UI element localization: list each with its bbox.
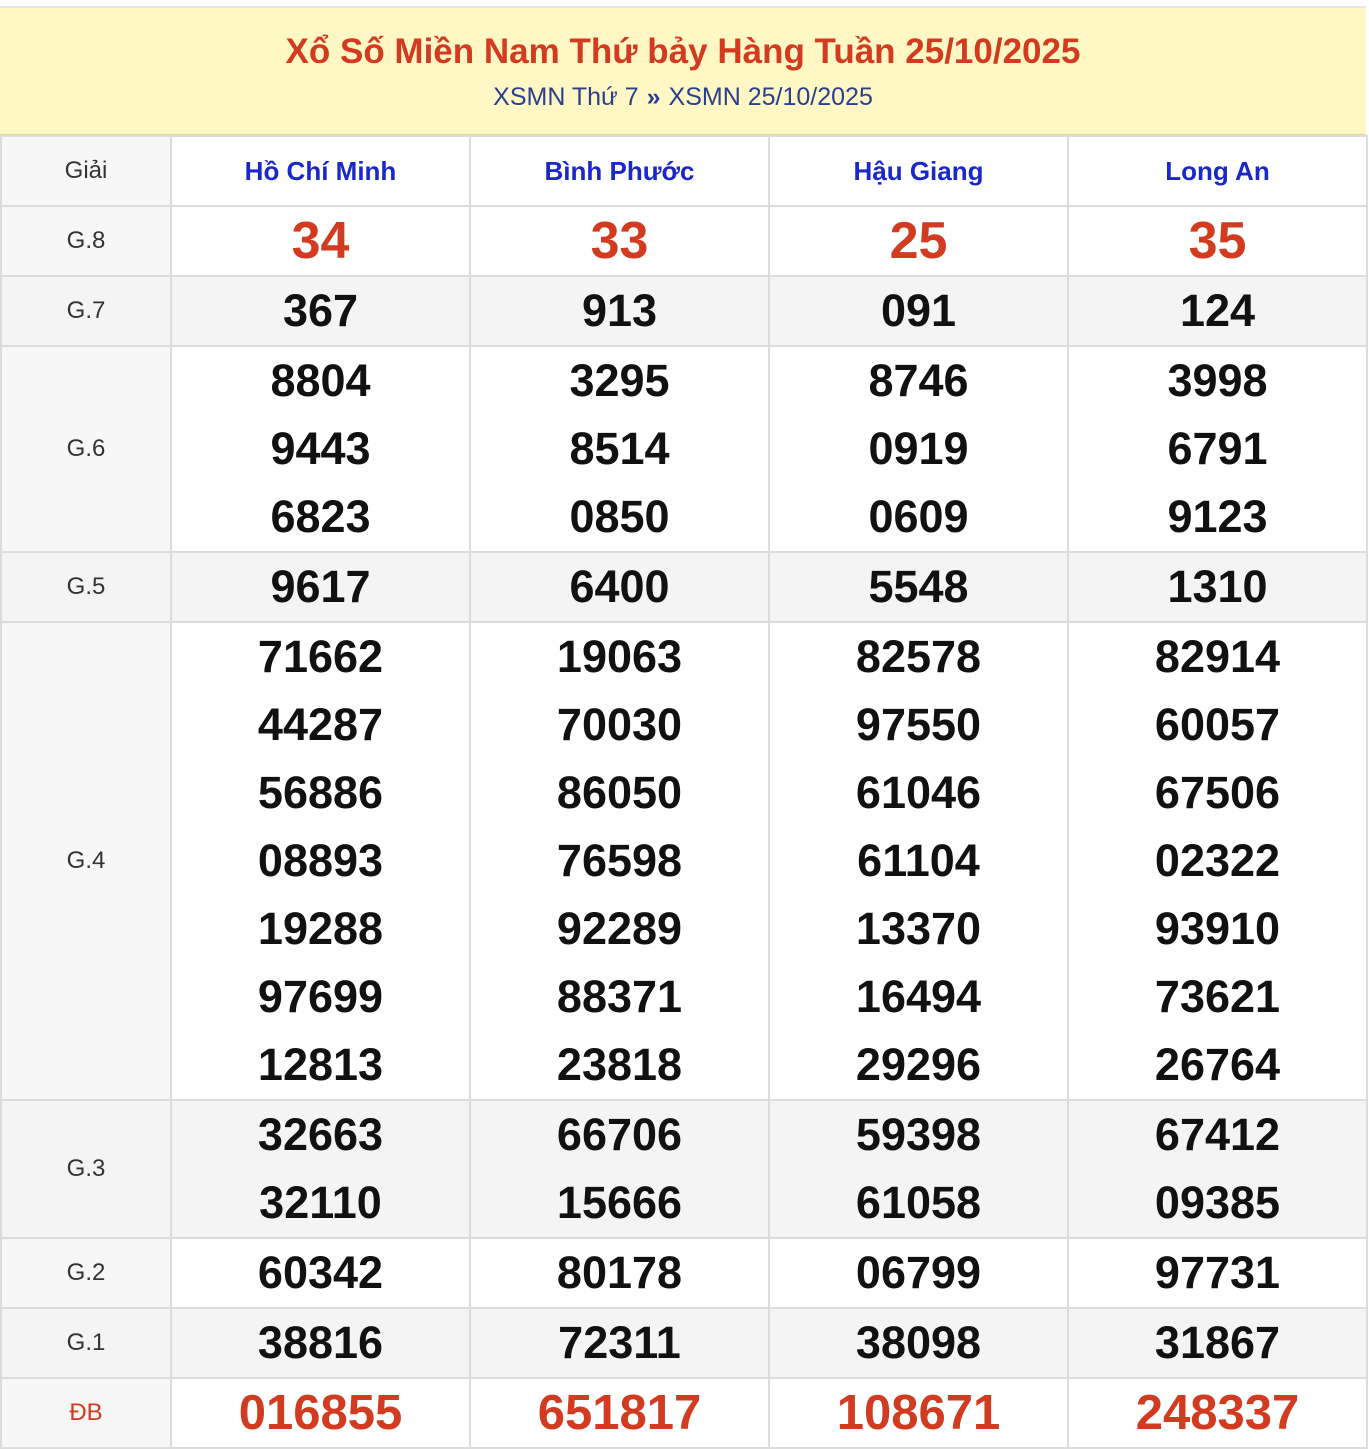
prize-cell xyxy=(171,1238,470,1308)
column-header-province[interactable]: Hồ Chí Minh xyxy=(171,136,470,206)
prize-number: 8804 xyxy=(270,355,371,406)
prize-cell xyxy=(171,1100,470,1238)
header-banner xyxy=(0,6,1366,135)
prize-cell xyxy=(171,1308,470,1378)
prize-cell xyxy=(470,622,769,1100)
prize-number: 6823 xyxy=(270,491,371,542)
prize-cell xyxy=(1068,1238,1367,1308)
prize-number: 19063 xyxy=(556,631,683,682)
prize-cell xyxy=(1068,1308,1367,1378)
prize-number: 19288 xyxy=(257,903,384,954)
prize-number: 651817 xyxy=(537,1386,702,1440)
prize-number: 88371 xyxy=(556,971,683,1022)
prize-number: 913 xyxy=(581,285,658,336)
table-row xyxy=(1,206,1367,276)
prize-label: G.7 xyxy=(1,276,171,346)
prize-cell xyxy=(171,552,470,622)
prize-cell xyxy=(171,276,470,346)
prize-number: 82914 xyxy=(1154,631,1281,682)
prize-cell xyxy=(1068,1100,1367,1238)
prize-number: 60057 xyxy=(1154,699,1281,750)
prize-number: 32663 xyxy=(257,1109,384,1160)
prize-number: 16494 xyxy=(855,971,982,1022)
page-title: Xổ Số Miền Nam Thứ bảy Hàng Tuần 25/10/2025 xyxy=(285,32,1081,71)
prize-number: 0919 xyxy=(868,423,969,474)
prize-cell xyxy=(769,552,1068,622)
prize-number: 3998 xyxy=(1167,355,1268,406)
prize-number: 72311 xyxy=(558,1317,681,1368)
prize-number: 6400 xyxy=(569,561,670,612)
column-header-giai: Giải xyxy=(1,136,171,206)
prize-number: 13370 xyxy=(855,903,982,954)
prize-number: 29296 xyxy=(855,1039,982,1090)
table-header-row xyxy=(1,136,1367,206)
table-row xyxy=(1,552,1367,622)
prize-number: 108671 xyxy=(836,1386,1001,1440)
prize-cell xyxy=(1068,206,1367,276)
prize-cell xyxy=(470,552,769,622)
prize-label: ĐB xyxy=(1,1378,171,1448)
prize-number: 76598 xyxy=(556,835,683,886)
prize-cell xyxy=(171,346,470,552)
table-row xyxy=(1,622,1367,1100)
table-row xyxy=(1,1308,1367,1378)
column-header-province[interactable]: Long An xyxy=(1068,136,1367,206)
prize-cell xyxy=(769,622,1068,1100)
prize-number: 38098 xyxy=(855,1317,982,1368)
prize-number: 60342 xyxy=(257,1247,384,1298)
prize-label: G.1 xyxy=(1,1308,171,1378)
prize-number: 33 xyxy=(590,212,649,270)
prize-cell xyxy=(470,1308,769,1378)
prize-number: 1310 xyxy=(1167,561,1268,612)
breadcrumb-link-xsmn-thu-7[interactable]: XSMN Thứ 7 xyxy=(493,83,639,111)
prize-cell xyxy=(769,1308,1068,1378)
prize-number: 61046 xyxy=(855,767,982,818)
prize-label: G.6 xyxy=(1,346,171,552)
prize-number: 9443 xyxy=(270,423,371,474)
prize-number: 67506 xyxy=(1154,767,1281,818)
prize-number: 6791 xyxy=(1167,423,1268,474)
prize-number: 25 xyxy=(889,212,948,270)
prize-number: 06799 xyxy=(855,1247,982,1298)
prize-number: 61104 xyxy=(857,835,980,886)
prize-number: 367 xyxy=(282,285,359,336)
table-row xyxy=(1,276,1367,346)
prize-label: G.5 xyxy=(1,552,171,622)
prize-number: 0609 xyxy=(868,491,969,542)
prize-cell xyxy=(769,276,1068,346)
prize-number: 86050 xyxy=(556,767,683,818)
prize-number: 97699 xyxy=(257,971,384,1022)
prize-cell xyxy=(1068,346,1367,552)
prize-cell xyxy=(769,346,1068,552)
prize-cell xyxy=(769,1100,1068,1238)
prize-number: 38816 xyxy=(257,1317,384,1368)
prize-number: 59398 xyxy=(855,1109,982,1160)
prize-number: 82578 xyxy=(855,631,982,682)
prize-number: 3295 xyxy=(569,355,670,406)
prize-number: 56886 xyxy=(257,767,384,818)
prize-number: 02322 xyxy=(1154,835,1281,886)
prize-cell xyxy=(769,206,1068,276)
prize-number: 44287 xyxy=(257,699,384,750)
prize-number: 9617 xyxy=(270,561,371,612)
prize-number: 8746 xyxy=(868,355,969,406)
breadcrumb xyxy=(0,82,1366,112)
prize-label: G.4 xyxy=(1,622,171,1100)
prize-cell xyxy=(470,1238,769,1308)
table-row xyxy=(1,1238,1367,1308)
prize-number: 248337 xyxy=(1135,1386,1300,1440)
prize-number: 8514 xyxy=(569,423,670,474)
prize-number: 08893 xyxy=(257,835,384,886)
prize-number: 35 xyxy=(1188,212,1247,270)
prize-number: 26764 xyxy=(1154,1039,1281,1090)
prize-number: 31867 xyxy=(1154,1317,1281,1368)
prize-label: G.8 xyxy=(1,206,171,276)
prize-cell xyxy=(1068,276,1367,346)
prize-number: 93910 xyxy=(1154,903,1281,954)
prize-number: 66706 xyxy=(556,1109,683,1160)
prize-cell xyxy=(769,1238,1068,1308)
prize-cell xyxy=(470,346,769,552)
breadcrumb-separator: » xyxy=(646,83,661,111)
prize-number: 091 xyxy=(880,285,957,336)
results-table xyxy=(0,135,1368,1449)
prize-cell xyxy=(470,206,769,276)
prize-number: 23818 xyxy=(556,1039,683,1090)
prize-number: 73621 xyxy=(1154,971,1281,1022)
prize-number: 016855 xyxy=(238,1386,403,1440)
prize-number: 12813 xyxy=(257,1039,384,1090)
prize-number: 9123 xyxy=(1167,491,1268,542)
prize-number: 61058 xyxy=(855,1177,982,1228)
prize-cell xyxy=(171,206,470,276)
table-row xyxy=(1,346,1367,552)
prize-number: 70030 xyxy=(556,699,683,750)
prize-cell xyxy=(470,1100,769,1238)
prize-number: 09385 xyxy=(1154,1177,1281,1228)
prize-number: 34 xyxy=(291,212,350,270)
prize-number: 92289 xyxy=(556,903,683,954)
prize-number: 0850 xyxy=(569,491,670,542)
prize-cell xyxy=(171,622,470,1100)
prize-number: 97550 xyxy=(855,699,982,750)
prize-number: 15666 xyxy=(556,1177,683,1228)
prize-number: 32110 xyxy=(259,1177,382,1228)
column-header-province[interactable]: Hậu Giang xyxy=(769,136,1068,206)
prize-number: 80178 xyxy=(556,1247,683,1298)
prize-number: 5548 xyxy=(868,561,969,612)
prize-label: G.3 xyxy=(1,1100,171,1238)
breadcrumb-link-xsmn-date[interactable]: XSMN 25/10/2025 xyxy=(668,83,873,111)
prize-cell xyxy=(1068,622,1367,1100)
column-header-province[interactable]: Bình Phước xyxy=(470,136,769,206)
prize-number: 67412 xyxy=(1154,1109,1281,1160)
prize-label: G.2 xyxy=(1,1238,171,1308)
prize-number: 124 xyxy=(1179,285,1256,336)
table-row xyxy=(1,1100,1367,1238)
prize-number: 71662 xyxy=(257,631,384,682)
prize-cell xyxy=(1068,552,1367,622)
prize-number: 97731 xyxy=(1154,1247,1281,1298)
prize-cell xyxy=(470,276,769,346)
